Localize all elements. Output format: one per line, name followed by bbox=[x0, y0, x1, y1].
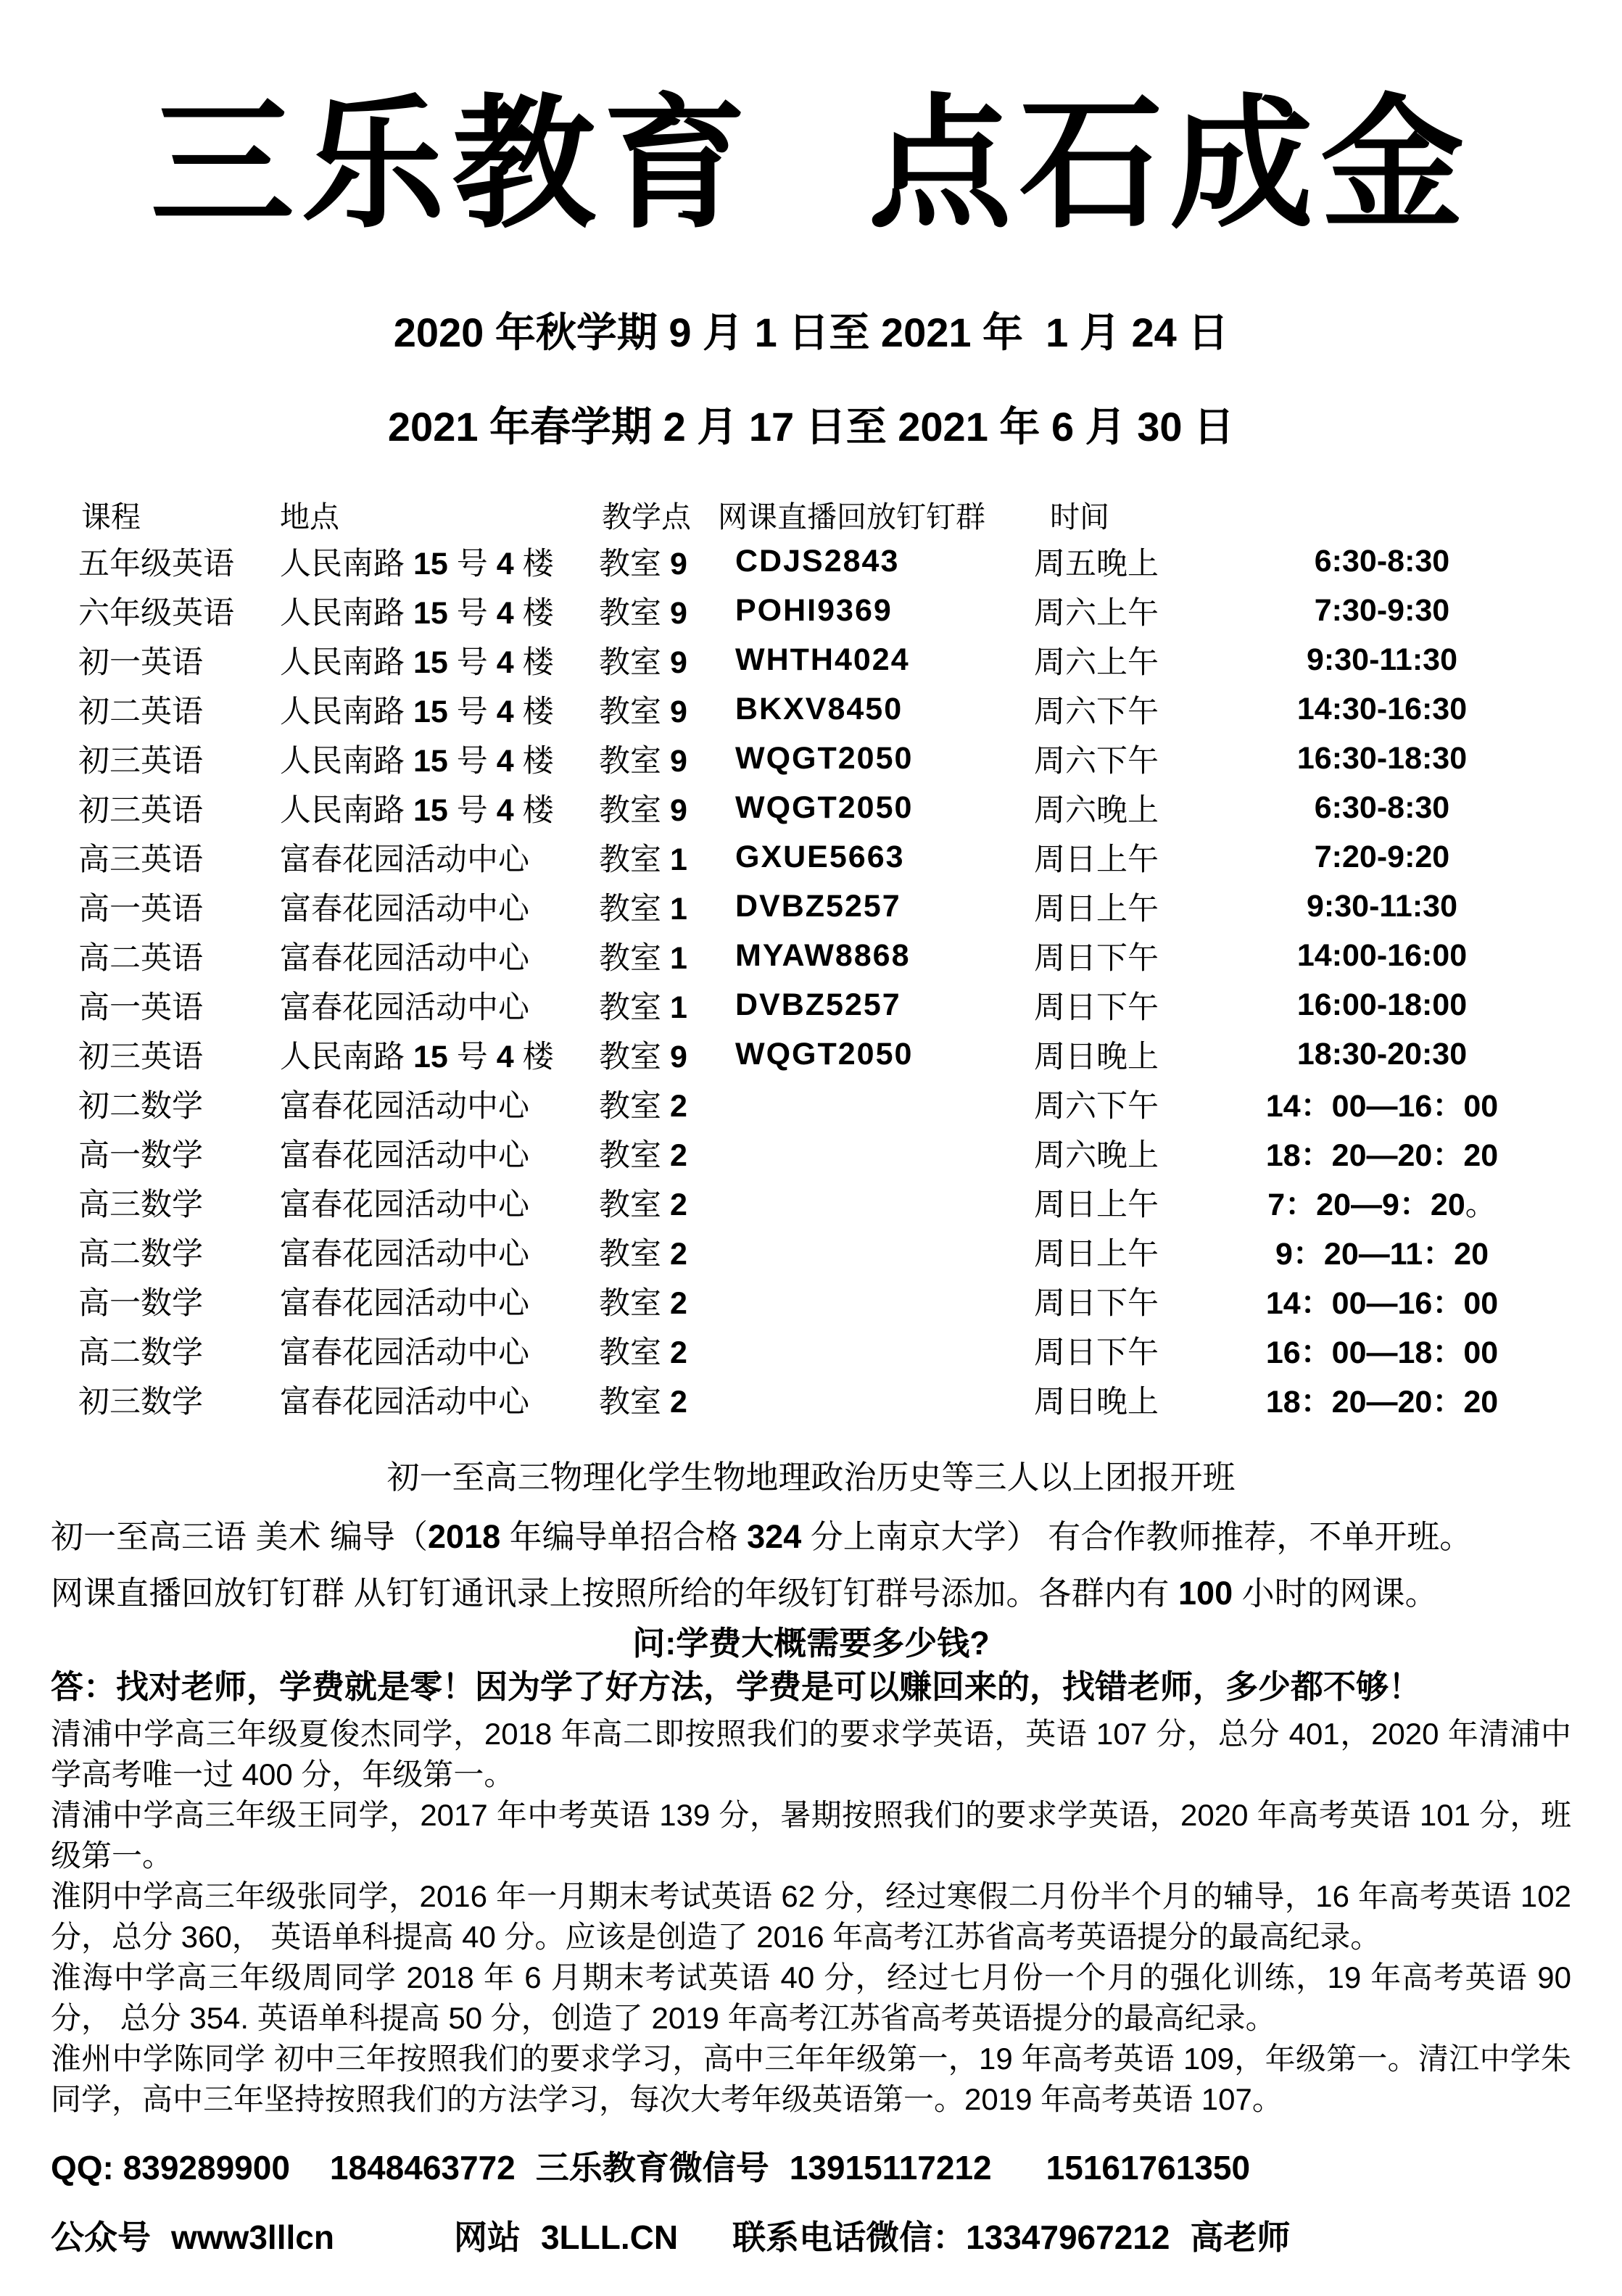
table-row bbox=[73, 684, 1571, 734]
cell-time: 16:30-18:30 bbox=[1296, 740, 1468, 776]
cell-group-code: MYAW8868 bbox=[735, 937, 911, 973]
testimonials-section bbox=[51, 1714, 1571, 2120]
cell-time: 16:00-18:00 bbox=[1296, 987, 1468, 1022]
cell-course: 高二数学 bbox=[78, 1335, 203, 1370]
table-row bbox=[73, 832, 1571, 882]
cell-day: 周日下午 bbox=[1034, 1335, 1159, 1370]
cell-location: 富春花园活动中心 bbox=[280, 1187, 529, 1222]
cell-time: 9：20—11：20 bbox=[1275, 1236, 1489, 1272]
qq-number-1: 839289900 bbox=[123, 2149, 290, 2187]
teacher-name: 高老师 bbox=[1190, 2218, 1291, 2256]
cell-classroom: 教室 9 bbox=[599, 595, 687, 631]
cell-location: 富春花园活动中心 bbox=[280, 1335, 529, 1370]
column-header-group: 网课直播回放钉钉群 bbox=[718, 500, 985, 534]
cell-course: 高二数学 bbox=[78, 1236, 203, 1272]
cell-group-code: WQGT2050 bbox=[735, 740, 914, 776]
cell-time: 9:30-11:30 bbox=[1307, 642, 1457, 677]
cell-classroom: 教室 1 bbox=[599, 891, 687, 927]
cell-group-code: WQGT2050 bbox=[735, 1036, 914, 1072]
cell-classroom: 教室 9 bbox=[599, 694, 687, 729]
testimonial-wang: 清浦中学高三年级王同学，2017 年中考英语 139 分，暑期按照我们的要求学英语，2020 年高考英语 101 分，班级第一。 bbox=[51, 1798, 1571, 1873]
cell-group-code: WQGT2050 bbox=[735, 789, 914, 825]
cell-time: 18:30-20:30 bbox=[1296, 1036, 1468, 1072]
cell-time: 14:30-16:30 bbox=[1296, 691, 1468, 726]
cell-course: 高一英语 bbox=[78, 891, 203, 927]
cell-day: 周六上午 bbox=[1034, 645, 1159, 680]
cell-location: 富春花园活动中心 bbox=[280, 1088, 529, 1124]
cell-day: 周六晚上 bbox=[1034, 792, 1159, 828]
table-row bbox=[73, 586, 1571, 635]
cell-course: 初一英语 bbox=[78, 645, 203, 680]
cell-group-code: WHTH4024 bbox=[735, 642, 910, 677]
cell-classroom: 教室 2 bbox=[599, 1236, 687, 1272]
cell-location: 富春花园活动中心 bbox=[280, 990, 529, 1025]
cell-course: 初三英语 bbox=[78, 743, 203, 779]
testimonial-chen-zhu: 淮州中学陈同学 初中三年按照我们的要求学习，高中三年年级第一，19 年高考英语 109，年级第一。清江中学朱同学，高中三年坚持按照我们的方法学习，每次大考年级英语第一。2019 年高考英语 107。 bbox=[51, 2042, 1571, 2116]
cell-location: 富春花园活动中心 bbox=[280, 891, 529, 927]
cell-classroom: 教室 1 bbox=[599, 940, 687, 976]
cell-time: 14：00—16：00 bbox=[1265, 1088, 1499, 1124]
cell-course: 初二英语 bbox=[78, 694, 203, 729]
page-title: 三乐教育 点石成金 bbox=[150, 78, 1472, 248]
cell-classroom: 教室 9 bbox=[599, 546, 687, 581]
cell-classroom: 教室 2 bbox=[599, 1137, 687, 1173]
cell-time: 7：20—9：20。 bbox=[1267, 1187, 1497, 1222]
site-label: 网站 bbox=[453, 2218, 521, 2256]
cell-course: 高一英语 bbox=[78, 990, 203, 1025]
table-row bbox=[73, 734, 1571, 783]
cell-day: 周日上午 bbox=[1034, 1187, 1159, 1222]
cell-time: 14：00—16：00 bbox=[1265, 1285, 1499, 1321]
cell-day: 周日上午 bbox=[1034, 842, 1159, 877]
wechat-label: 三乐教育微信号 bbox=[535, 2149, 769, 2187]
cell-course: 高三英语 bbox=[78, 842, 203, 877]
qa-question: 问:学费大概需要多少钱? bbox=[632, 1625, 990, 1662]
column-header-time: 时间 bbox=[1050, 500, 1109, 534]
note-group-enroll: 初一至高三物理化学生物地理政治历史等三人以上团报开班 bbox=[386, 1459, 1236, 1496]
table-row bbox=[73, 931, 1571, 980]
cell-location: 富春花园活动中心 bbox=[280, 1137, 529, 1173]
testimonial-xiajunjie: 清浦中学高三年级夏俊杰同学，2018 年高二即按照我们的要求学英语，英语 107 分，总分 401，2020 年清浦中学高考唯一过 400 分，年级第一。 bbox=[51, 1717, 1571, 1791]
cell-group-code: POHI9369 bbox=[735, 592, 893, 628]
phone-value: 13347967212 bbox=[966, 2218, 1170, 2256]
cell-classroom: 教室 9 bbox=[599, 645, 687, 680]
qq-label: QQ: bbox=[51, 2149, 123, 2187]
cell-classroom: 教室 2 bbox=[599, 1088, 687, 1124]
cell-location: 人民南路 15 号 4 楼 bbox=[280, 792, 554, 828]
semester-line-spring: 2021 年春学期 2 月 17 日至 2021 年 6 月 30 日 bbox=[387, 404, 1235, 449]
column-header-site: 教学点 bbox=[602, 500, 691, 534]
table-row bbox=[73, 1128, 1571, 1177]
cell-day: 周五晚上 bbox=[1034, 546, 1159, 581]
cell-location: 人民南路 15 号 4 楼 bbox=[280, 694, 554, 729]
cell-day: 周日上午 bbox=[1034, 891, 1159, 927]
table-row bbox=[73, 882, 1571, 931]
schedule-header-row bbox=[73, 492, 1571, 536]
schedule-rows bbox=[73, 536, 1571, 1424]
cell-group-code: DVBZ5257 bbox=[735, 888, 901, 924]
cell-classroom: 教室 2 bbox=[599, 1187, 687, 1222]
cell-day: 周日上午 bbox=[1034, 1236, 1159, 1272]
cell-day: 周日下午 bbox=[1034, 990, 1159, 1025]
cell-time: 18：20—20：20 bbox=[1265, 1384, 1499, 1420]
cell-group-code: GXUE5663 bbox=[735, 839, 905, 874]
contact-qq-line bbox=[51, 2142, 1571, 2189]
cell-day: 周六上午 bbox=[1034, 595, 1159, 631]
mp-value: www3lllcn bbox=[171, 2218, 334, 2256]
cell-location: 富春花园活动中心 bbox=[280, 940, 529, 976]
mp-label: 公众号 bbox=[51, 2218, 151, 2256]
site-value: 3LLL.CN bbox=[540, 2218, 679, 2256]
cell-time: 16：00—18：00 bbox=[1265, 1335, 1499, 1370]
cell-classroom: 教室 2 bbox=[599, 1335, 687, 1370]
note-art-classes: 初一至高三语 美术 编导（2018 年编导单招合格 324 分上南京大学） 有合作教师推荐，不单开班。 bbox=[51, 1518, 1473, 1555]
cell-day: 周六下午 bbox=[1034, 743, 1159, 779]
cell-day: 周日下午 bbox=[1034, 1285, 1159, 1321]
cell-course: 六年级英语 bbox=[78, 595, 234, 631]
cell-classroom: 教室 1 bbox=[599, 842, 687, 877]
cell-day: 周六下午 bbox=[1034, 694, 1159, 729]
cell-group-code: DVBZ5257 bbox=[735, 987, 901, 1022]
phone-label: 联系电话微信： bbox=[732, 2218, 967, 2256]
cell-location: 人民南路 15 号 4 楼 bbox=[280, 645, 554, 680]
column-header-course: 课程 bbox=[81, 500, 141, 534]
cell-location: 人民南路 15 号 4 楼 bbox=[280, 595, 554, 631]
cell-time: 6:30-8:30 bbox=[1314, 789, 1450, 825]
wechat-number-2: 15161761350 bbox=[1046, 2149, 1251, 2187]
table-row bbox=[73, 783, 1571, 832]
cell-time: 9:30-11:30 bbox=[1307, 888, 1457, 924]
column-header-location: 地点 bbox=[280, 500, 339, 534]
cell-group-code: CDJS2843 bbox=[735, 543, 900, 579]
table-row bbox=[73, 1029, 1571, 1079]
cell-location: 富春花园活动中心 bbox=[280, 1285, 529, 1321]
cell-time: 14:00-16:00 bbox=[1296, 937, 1468, 973]
table-row bbox=[73, 536, 1571, 586]
cell-course: 初二数学 bbox=[78, 1088, 203, 1124]
cell-time: 6:30-8:30 bbox=[1314, 543, 1450, 579]
cell-group-code: BKXV8450 bbox=[735, 691, 903, 726]
cell-classroom: 教室 9 bbox=[599, 1039, 687, 1074]
table-row bbox=[73, 980, 1571, 1029]
cell-location: 富春花园活动中心 bbox=[280, 1384, 529, 1420]
cell-day: 周六下午 bbox=[1034, 1088, 1159, 1124]
cell-time: 7:30-9:30 bbox=[1314, 592, 1450, 628]
testimonial-zhang: 淮阴中学高三年级张同学，2016 年一月期末考试英语 62 分，经过寒假二月份半个月的辅导，16 年高考英语 102 分，总分 360， 英语单科提高 40 分。应该是创造了 2016 年高考江苏省高考英语提分的最高纪录。 bbox=[51, 1879, 1571, 1954]
qa-answer: 答：找对老师，学费就是零！因为学了好方法，学费是可以赚回来的，找错老师，多少都不够！ bbox=[51, 1668, 1422, 1705]
table-row bbox=[73, 1177, 1571, 1227]
table-row bbox=[73, 635, 1571, 684]
cell-course: 初三英语 bbox=[78, 792, 203, 828]
cell-day: 周日晚上 bbox=[1034, 1039, 1159, 1074]
cell-course: 初三数学 bbox=[78, 1384, 203, 1420]
cell-classroom: 教室 2 bbox=[599, 1384, 687, 1420]
table-row bbox=[73, 1375, 1571, 1424]
table-row bbox=[73, 1227, 1571, 1276]
cell-location: 人民南路 15 号 4 楼 bbox=[280, 546, 554, 581]
cell-course: 高三数学 bbox=[78, 1187, 203, 1222]
cell-course: 初三英语 bbox=[78, 1039, 203, 1074]
cell-course: 高二英语 bbox=[78, 940, 203, 976]
cell-course: 高一数学 bbox=[78, 1137, 203, 1173]
cell-classroom: 教室 9 bbox=[599, 792, 687, 828]
cell-time: 18：20—20：20 bbox=[1265, 1137, 1499, 1173]
table-row bbox=[73, 1325, 1571, 1375]
cell-classroom: 教室 1 bbox=[599, 990, 687, 1025]
contact-bottom-line bbox=[51, 2211, 1571, 2259]
cell-classroom: 教室 2 bbox=[599, 1285, 687, 1321]
cell-day: 周日下午 bbox=[1034, 940, 1159, 976]
cell-day: 周六晚上 bbox=[1034, 1137, 1159, 1173]
cell-location: 人民南路 15 号 4 楼 bbox=[280, 1039, 554, 1074]
wechat-number-1: 13915117212 bbox=[789, 2149, 992, 2187]
cell-course: 五年级英语 bbox=[78, 546, 234, 581]
cell-location: 人民南路 15 号 4 楼 bbox=[280, 743, 554, 779]
schedule-table bbox=[73, 492, 1571, 1424]
cell-location: 富春花园活动中心 bbox=[280, 1236, 529, 1272]
cell-classroom: 教室 9 bbox=[599, 743, 687, 779]
semester-line-autumn: 2020 年秋学期 9 月 1 日至 2021 年 1 月 24 日 bbox=[393, 310, 1229, 355]
testimonial-zhou: 淮海中学高三年级周同学 2018 年 6 月期末考试英语 40 分，经过七月份一个月的强化训练，19 年高考英语 90 分， 总分 354. 英语单科提高 50 分，创造了 2019 年高考江苏省高考英语提分的最高纪录。 bbox=[51, 1960, 1571, 2035]
cell-day: 周日晚上 bbox=[1034, 1384, 1159, 1420]
table-row bbox=[73, 1079, 1571, 1128]
cell-location: 富春花园活动中心 bbox=[280, 842, 529, 877]
cell-course: 高一数学 bbox=[78, 1285, 203, 1321]
cell-time: 7:20-9:20 bbox=[1314, 839, 1450, 874]
qq-number-2: 1848463772 bbox=[329, 2149, 516, 2187]
note-dingtalk: 网课直播回放钉钉群 从钉钉通讯录上按照所给的年级钉钉群号添加。各群内有 100 小时的网课。 bbox=[51, 1575, 1438, 1612]
table-row bbox=[73, 1276, 1571, 1325]
